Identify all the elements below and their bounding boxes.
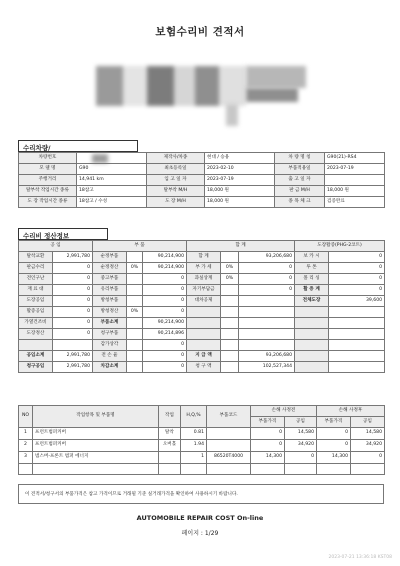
table-cell xyxy=(285,464,317,475)
field-label: 견인구난 xyxy=(19,274,53,285)
field-value xyxy=(329,340,385,351)
field-value xyxy=(221,296,239,307)
field-value xyxy=(239,307,295,318)
field-value xyxy=(221,329,239,340)
field-label xyxy=(187,340,221,351)
table-cell xyxy=(159,452,181,464)
field-label: 유리부품 xyxy=(93,285,127,296)
field-label: 차량번호 xyxy=(19,153,77,164)
field-label: 투 톤 xyxy=(295,263,329,274)
field-value: 2,991,780 xyxy=(53,362,93,373)
field-value: 0 xyxy=(53,307,93,318)
field-value xyxy=(329,307,385,318)
field-label: 폴 리 싱 xyxy=(295,274,329,285)
redacted-block-small xyxy=(246,88,298,102)
field-label xyxy=(187,307,221,318)
field-label: 모 델 명 xyxy=(19,164,77,175)
table-cell: 0.81 xyxy=(181,428,207,440)
field-value: 0 xyxy=(329,274,385,285)
field-value: 90,214,896 xyxy=(143,329,187,340)
field-value: 0 xyxy=(53,274,93,285)
field-label: 최초등록일 xyxy=(147,164,205,175)
field-label: 종 목 체 크 xyxy=(275,197,325,208)
table-row xyxy=(19,340,385,351)
table-cell: 14,580 xyxy=(351,428,385,440)
field-value: 2023-02-10 xyxy=(205,164,275,175)
field-label: 차감소계 xyxy=(93,362,127,373)
table-cell xyxy=(33,464,159,475)
timestamp: 2023-07-21 13:36:18 KST08 xyxy=(328,555,392,560)
field-value xyxy=(329,362,385,373)
field-label: 제작사/차종 xyxy=(147,153,205,164)
table-row xyxy=(19,285,385,296)
field-value xyxy=(221,362,239,373)
field-value: 2023-07-19 xyxy=(205,175,275,186)
field-value: 0% xyxy=(221,274,239,285)
redacted-block xyxy=(246,66,306,88)
field-value xyxy=(127,274,143,285)
field-label: 합 계 xyxy=(187,252,221,263)
field-value xyxy=(221,307,239,318)
field-label xyxy=(187,318,221,329)
table-cell xyxy=(251,464,285,475)
column-header: 공임 xyxy=(285,417,317,428)
field-value: 0 xyxy=(143,274,187,285)
field-value: 18,000 원 xyxy=(205,186,275,197)
field-value xyxy=(127,318,143,329)
field-value: 0 xyxy=(53,263,93,274)
table-row-empty xyxy=(19,464,385,475)
field-label: 도장정산 xyxy=(19,329,53,340)
field-label xyxy=(295,307,329,318)
field-label: 청구부품 xyxy=(93,329,127,340)
field-label: 판 금 M/H xyxy=(275,186,325,197)
field-value: 102,527,344 xyxy=(239,362,295,373)
field-label: 탈부착 M/H xyxy=(147,186,205,197)
field-value xyxy=(127,351,143,362)
field-value xyxy=(221,318,239,329)
field-value xyxy=(53,340,93,351)
field-value: 0% xyxy=(221,263,239,274)
field-value: 93,206,680 xyxy=(239,252,295,263)
table-cell xyxy=(181,464,207,475)
field-value: 14,941 km xyxy=(77,175,147,186)
field-value xyxy=(77,153,147,164)
column-header: 손해 사정전 xyxy=(251,406,317,417)
table-row xyxy=(19,197,385,208)
footer-title: AUTOMOBILE REPAIR COST On-line xyxy=(136,514,264,522)
field-value xyxy=(239,318,295,329)
table-cell: 0 xyxy=(317,440,351,452)
table-cell xyxy=(207,464,251,475)
field-value: 0 xyxy=(53,329,93,340)
field-label: 탈착교환 xyxy=(19,252,53,263)
field-label: 과실상계 xyxy=(187,274,221,285)
table-header-row xyxy=(19,406,385,417)
table-cell: 범스버-프론트 범퍼 에너지 xyxy=(33,452,159,464)
table-cell: 2 xyxy=(19,440,33,452)
table-cell: 14,580 xyxy=(285,428,317,440)
field-label xyxy=(295,340,329,351)
field-label: 가열건조비 xyxy=(19,318,53,329)
field-label: 자기부담금 xyxy=(187,285,221,296)
field-label: 순정정산 xyxy=(93,263,127,274)
field-value: 2,991,780 xyxy=(53,351,93,362)
field-value: 0 xyxy=(143,285,187,296)
column-header: 도장활증(PHG-2코트) xyxy=(295,241,385,252)
field-label: 전 손 율 xyxy=(93,351,127,362)
field-value xyxy=(221,340,239,351)
vehicle-section-label: 수리차량/ xyxy=(18,140,138,152)
table-row xyxy=(19,164,385,175)
field-value: 18참고 xyxy=(77,186,147,197)
field-value: 18참고 / 수성 xyxy=(77,197,147,208)
field-value xyxy=(329,329,385,340)
field-label xyxy=(295,318,329,329)
field-label: 도 장 작업시간 종류 xyxy=(19,197,77,208)
table-cell: 0 xyxy=(251,440,285,452)
table-cell xyxy=(317,464,351,475)
field-label: 중고부품 xyxy=(93,274,127,285)
field-value: G90(21)-RS4 xyxy=(325,153,385,164)
field-value: 0% xyxy=(127,263,143,274)
field-label: 방청부품 xyxy=(93,296,127,307)
column-header: 부 품 xyxy=(93,241,187,252)
field-value: 0 xyxy=(53,296,93,307)
field-value: 0 xyxy=(143,362,187,373)
table-row xyxy=(19,428,385,440)
field-value xyxy=(127,340,143,351)
field-value xyxy=(127,285,143,296)
field-value: 90,214,900 xyxy=(143,318,187,329)
field-value: 93,206,680 xyxy=(239,351,295,362)
table-cell: 14,300 xyxy=(251,452,285,464)
field-value: 0 xyxy=(143,340,187,351)
field-label xyxy=(187,329,221,340)
field-value xyxy=(329,318,385,329)
column-header: NO xyxy=(19,406,33,428)
field-value xyxy=(239,296,295,307)
field-value: 0 xyxy=(239,274,295,285)
field-label: 청구공임 xyxy=(19,362,53,373)
table-row xyxy=(19,263,385,274)
field-value: 검증완료 xyxy=(325,197,385,208)
document-title: 보험수리비 견적서 xyxy=(155,26,245,38)
column-header: 공임 xyxy=(351,417,385,428)
table-cell: 오버홀 xyxy=(159,440,181,452)
table-cell xyxy=(19,464,33,475)
field-value xyxy=(239,340,295,351)
table-row xyxy=(19,351,385,362)
table-row xyxy=(19,274,385,285)
table-row xyxy=(19,153,385,164)
field-value xyxy=(127,329,143,340)
field-value xyxy=(325,175,385,186)
table-cell xyxy=(207,428,251,440)
field-value: 0% xyxy=(127,307,143,318)
field-label: 방청정산 xyxy=(93,307,127,318)
field-label: 감가상각 xyxy=(93,340,127,351)
table-cell: 탈착 xyxy=(159,428,181,440)
field-label: 청 구 액 xyxy=(187,362,221,373)
table-cell: 1.94 xyxy=(181,440,207,452)
field-label: 도 장 M/H xyxy=(147,197,205,208)
table-cell: 0 xyxy=(251,428,285,440)
settlement-section-label: 수리비 정산정보 xyxy=(18,228,108,240)
column-header: 합 계 xyxy=(187,241,295,252)
column-header: 손해 사정후 xyxy=(317,406,385,417)
table-row xyxy=(19,296,385,307)
parts-table xyxy=(18,405,385,475)
field-label: 입 고 일 자 xyxy=(147,175,205,186)
table-cell: 34,920 xyxy=(351,440,385,452)
field-value: 0 xyxy=(53,318,93,329)
field-label: 주행거리 xyxy=(19,175,77,186)
field-label: 부 가 세 xyxy=(187,263,221,274)
field-value xyxy=(127,252,143,263)
field-label: 공임소계 xyxy=(19,351,53,362)
field-label: 전체도장 xyxy=(295,296,329,307)
field-value: 18,000 원 xyxy=(205,197,275,208)
table-cell: 34,920 xyxy=(285,440,317,452)
table-row xyxy=(19,329,385,340)
column-header: 공 임 xyxy=(19,241,93,252)
table-cell: 1 xyxy=(19,428,33,440)
table-row xyxy=(19,452,385,464)
table-header-row xyxy=(19,241,385,252)
redacted-header xyxy=(96,66,246,106)
field-value: 90,214,900 xyxy=(143,263,187,274)
table-row xyxy=(19,175,385,186)
column-header: 작업 xyxy=(159,406,181,428)
field-value: 0 xyxy=(143,307,187,318)
field-value: 2023-07-19 xyxy=(325,164,385,175)
column-header: 부품가격 xyxy=(317,417,351,428)
field-label: 부품소계 xyxy=(93,318,127,329)
field-label: 도장공임 xyxy=(19,296,53,307)
field-value xyxy=(239,329,295,340)
field-value: 0 xyxy=(329,263,385,274)
page-number: 페이지 : 1/29 xyxy=(181,530,219,537)
redacted-seal xyxy=(226,104,238,126)
field-value xyxy=(127,296,143,307)
field-label: 순정부품 xyxy=(93,252,127,263)
table-row xyxy=(19,252,385,263)
field-label: 차 량 명 칭 xyxy=(275,153,325,164)
field-label: 탈부착 작업시간 종류 xyxy=(19,186,77,197)
field-label xyxy=(295,351,329,362)
field-value xyxy=(127,362,143,373)
table-cell xyxy=(351,464,385,475)
table-row xyxy=(19,307,385,318)
column-header: 부품가격 xyxy=(251,417,285,428)
field-value: 0 xyxy=(143,351,187,362)
table-cell: 14,300 xyxy=(317,452,351,464)
table-row xyxy=(19,440,385,452)
table-cell: 1 xyxy=(181,452,207,464)
table-row xyxy=(19,362,385,373)
table-row xyxy=(19,186,385,197)
field-label: 출 고 일 자 xyxy=(275,175,325,186)
field-value: 현대 / 승용 xyxy=(205,153,275,164)
table-cell: 0 xyxy=(351,452,385,464)
field-value: 0 xyxy=(239,263,295,274)
table-row xyxy=(19,318,385,329)
field-value: 2,991,780 xyxy=(53,252,93,263)
column-header: H,Q,% xyxy=(181,406,207,428)
field-value: 90,214,900 xyxy=(143,252,187,263)
table-cell: 3 xyxy=(19,452,33,464)
field-value: 0 xyxy=(329,252,385,263)
field-value: G90 xyxy=(77,164,147,175)
field-value: 39,600 xyxy=(329,296,385,307)
table-cell: 프런트범퍼커버 xyxy=(33,440,159,452)
table-cell: 86520T4000 xyxy=(207,452,251,464)
settlement-table xyxy=(18,240,385,373)
field-value: 0 xyxy=(329,285,385,296)
field-value xyxy=(221,252,239,263)
field-value xyxy=(329,351,385,362)
field-label: 활증공임 xyxy=(19,307,53,318)
field-label: 대차공제 xyxy=(187,296,221,307)
table-cell: 0 xyxy=(317,428,351,440)
disclaimer-note: 이 견적서/청구서의 부품가격은 참고 가격이므로 거래될 기준 실거래가격을 확인하여 사용하시기 바랍니다. xyxy=(18,484,384,504)
field-label: 재 료 대 xyxy=(19,285,53,296)
field-label: 판금수리 xyxy=(19,263,53,274)
field-value: 0 xyxy=(239,285,295,296)
field-value: 18,000 원 xyxy=(325,186,385,197)
table-cell xyxy=(207,440,251,452)
vehicle-info-table xyxy=(18,152,385,208)
field-label: 부품적용일 xyxy=(275,164,325,175)
field-value xyxy=(221,285,239,296)
field-value: 0 xyxy=(53,285,93,296)
field-label: 활 증 계 xyxy=(295,285,329,296)
table-cell: 0 xyxy=(285,452,317,464)
column-header: 작업항목 및 부품명 xyxy=(33,406,159,428)
field-label xyxy=(295,362,329,373)
field-value: 0 xyxy=(143,296,187,307)
field-value xyxy=(221,351,239,362)
table-cell: 프런트범퍼커버 xyxy=(33,428,159,440)
table-cell xyxy=(159,464,181,475)
field-label: 지 급 액 xyxy=(187,351,221,362)
field-label: 보 카 시 xyxy=(295,252,329,263)
field-label xyxy=(295,329,329,340)
column-header: 부품코드 xyxy=(207,406,251,428)
field-label xyxy=(19,340,53,351)
